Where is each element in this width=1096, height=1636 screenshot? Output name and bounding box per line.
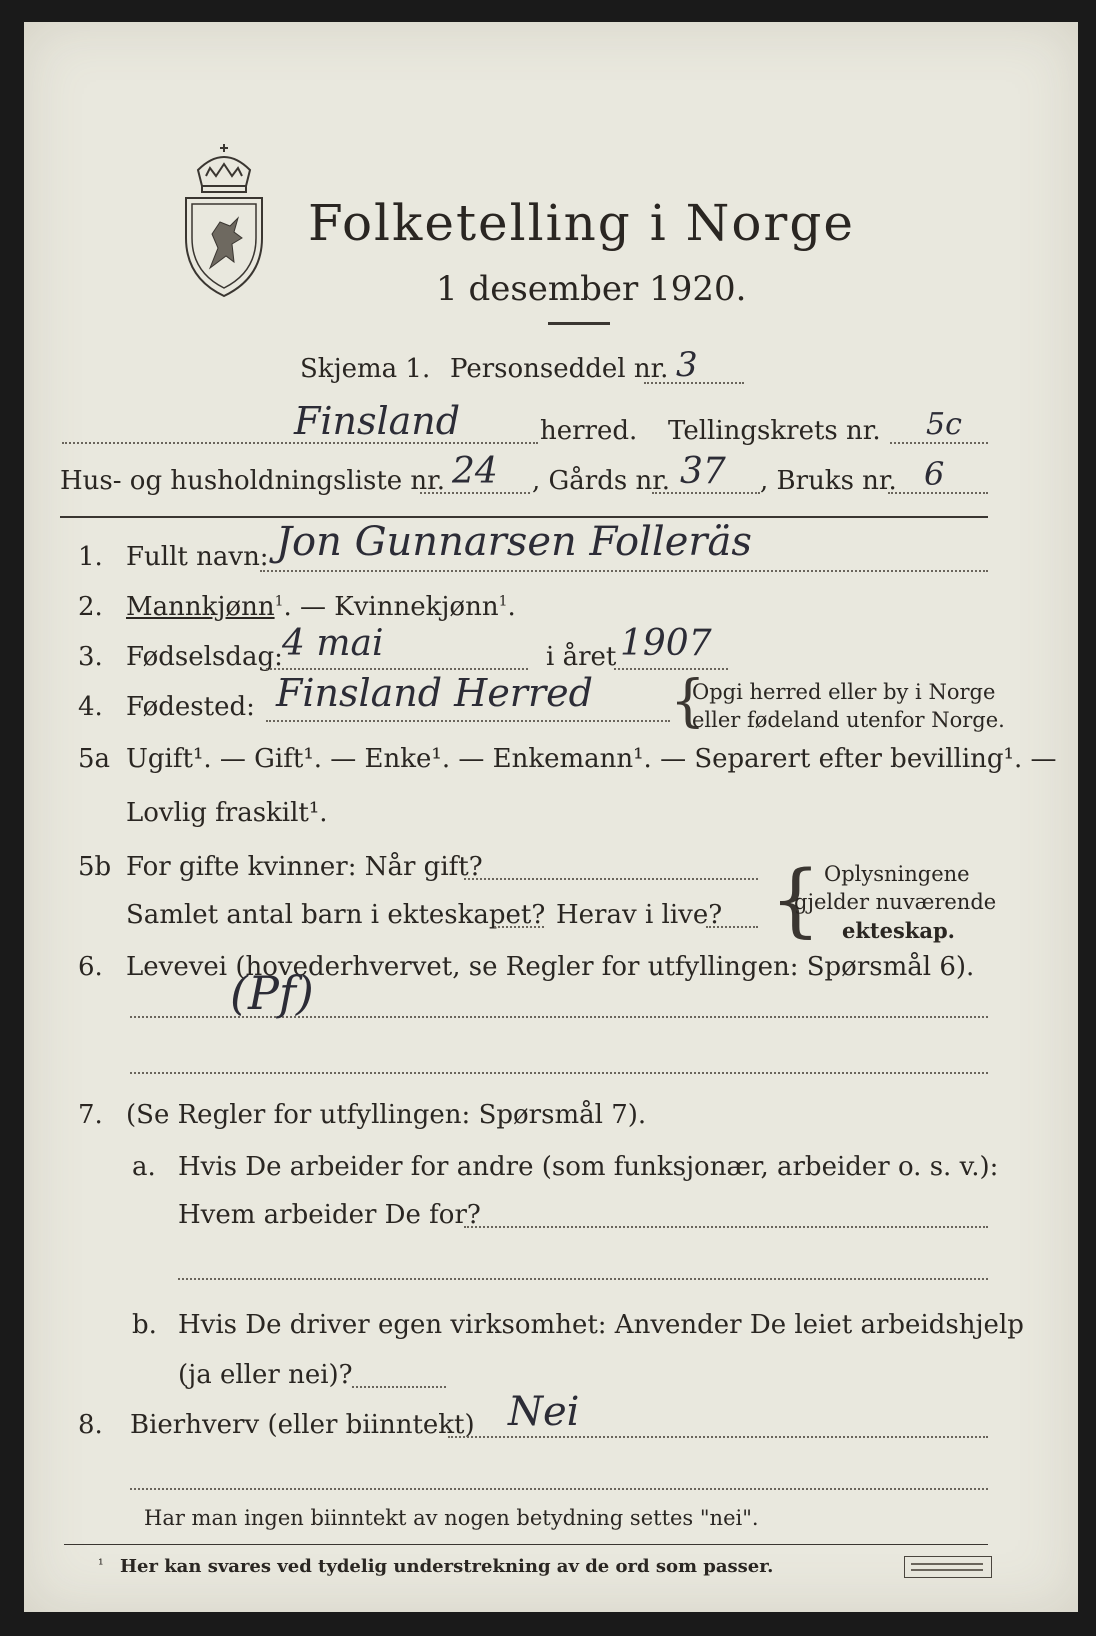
q7a-line-1: Hvis De arbeider for andre (som funksjonær, arbeider o. s. v.): bbox=[178, 1152, 999, 1182]
q3-number: 3. bbox=[78, 642, 103, 672]
q7b-line-2: (ja eller nei)? bbox=[178, 1360, 353, 1390]
tellingskrets-line bbox=[890, 442, 988, 444]
q1-number: 1. bbox=[78, 542, 103, 572]
birthplace-line bbox=[266, 720, 670, 722]
q4-number: 4. bbox=[78, 692, 103, 722]
q8-number: 8. bbox=[78, 1410, 103, 1440]
census-date: 1 desember 1920. bbox=[436, 269, 747, 309]
gards-label: , Gårds nr. bbox=[532, 466, 671, 496]
q7-label: (Se Regler for utfyllingen: Spørsmål 7). bbox=[126, 1100, 647, 1130]
side-income-value[interactable]: Nei bbox=[508, 1389, 580, 1435]
birthplace-value[interactable]: Finsland Herred bbox=[276, 671, 593, 715]
year-label: i året bbox=[546, 642, 617, 672]
q2-number: 2. bbox=[78, 592, 103, 622]
full-name-value[interactable]: Jon Gunnarsen Folleräs bbox=[276, 519, 752, 565]
birth-year-value[interactable]: 1907 bbox=[620, 623, 712, 664]
birthplace-note-1: Opgi herred eller by i Norge bbox=[692, 680, 996, 704]
q1-label: Fullt navn: bbox=[126, 542, 269, 572]
birthday-line bbox=[266, 668, 528, 670]
personseddel-label: Personseddel nr. bbox=[450, 354, 669, 384]
hus-label: Hus- og husholdningsliste nr. bbox=[60, 466, 446, 496]
alive-line bbox=[706, 926, 758, 928]
q3-label: Fødselsdag: bbox=[126, 642, 283, 672]
q5a-number: 5a bbox=[78, 744, 111, 774]
side-income-line bbox=[448, 1436, 988, 1438]
hus-value[interactable]: 24 bbox=[452, 451, 498, 492]
employer-line-2 bbox=[178, 1278, 988, 1280]
herred-value[interactable]: Finsland bbox=[294, 399, 461, 443]
printer-stamp bbox=[904, 1556, 992, 1578]
alive-label: Herav i live? bbox=[556, 900, 723, 930]
q5b-label: For gifte kvinner: Når gift? bbox=[126, 852, 483, 882]
birthday-value[interactable]: 4 mai bbox=[282, 623, 384, 664]
employer-line-1 bbox=[464, 1226, 988, 1228]
children-line bbox=[494, 926, 544, 928]
bruks-label: , Bruks nr. bbox=[760, 466, 897, 496]
marital-status-options-2[interactable]: Lovlig fraskilt¹. bbox=[126, 798, 328, 828]
marriage-note-2: gjelder nuværende bbox=[794, 890, 997, 914]
birthplace-note-2: eller fødeland utenfor Norge. bbox=[692, 708, 1005, 732]
q7a-number: a. bbox=[132, 1152, 156, 1182]
gender-male-option[interactable]: Mannkjønn bbox=[126, 592, 275, 622]
q7-number: 7. bbox=[78, 1100, 103, 1130]
skjema-label: Skjema 1. bbox=[300, 354, 431, 384]
q4-label: Fødested: bbox=[126, 692, 255, 722]
footnote-text: Her kan svares ved tydelig understrekning av de ord som passer. bbox=[120, 1556, 774, 1577]
form-title: Folketelling i Norge bbox=[308, 194, 855, 252]
brace: { bbox=[670, 669, 706, 734]
q7b-number: b. bbox=[132, 1310, 157, 1340]
q5b-number: 5b bbox=[78, 852, 112, 882]
hus-line bbox=[420, 492, 530, 494]
marriage-note-1: Oplysningene bbox=[824, 862, 970, 886]
tellingskrets-label: Tellingskrets nr. bbox=[668, 416, 881, 446]
tellingskrets-value[interactable]: 5c bbox=[926, 407, 962, 442]
q1-line bbox=[260, 570, 988, 572]
q6-number: 6. bbox=[78, 952, 103, 982]
brace: { bbox=[770, 853, 821, 946]
q6-label: Levevei (hovederhvervet, se Regler for utfyllingen: Spørsmål 6). bbox=[126, 952, 975, 982]
gender-options bbox=[126, 594, 516, 620]
marriage-note-3: ekteskap. bbox=[842, 918, 955, 943]
herred-label: herred. bbox=[540, 416, 638, 446]
footnote-marker: 1 bbox=[274, 593, 284, 610]
married-when-line bbox=[464, 878, 758, 880]
personseddel-value[interactable]: 3 bbox=[676, 345, 698, 385]
coat-of-arms-icon bbox=[176, 140, 272, 300]
occupation-value[interactable]: (Pf) bbox=[230, 966, 314, 1020]
gards-line bbox=[652, 492, 760, 494]
q7a-line-2: Hvem arbeider De for? bbox=[178, 1200, 481, 1230]
footnote-divider bbox=[64, 1544, 988, 1545]
gards-value[interactable]: 37 bbox=[680, 451, 726, 492]
footnote-marker: 1 bbox=[498, 593, 508, 610]
footnote-ref: ¹ bbox=[98, 1557, 104, 1573]
children-label: Samlet antal barn i ekteskapet? bbox=[126, 900, 546, 930]
gender-end: . bbox=[507, 592, 516, 622]
hired-help-line bbox=[352, 1386, 446, 1388]
bruks-value[interactable]: 6 bbox=[924, 455, 945, 493]
header-divider bbox=[60, 516, 988, 518]
occupation-line-2 bbox=[130, 1072, 988, 1074]
side-income-line-2 bbox=[130, 1488, 988, 1490]
marital-status-options[interactable]: Ugift¹. — Gift¹. — Enke¹. — Enkemann¹. — Separert efter bevilling¹. — bbox=[126, 744, 1057, 774]
census-form-page bbox=[24, 22, 1078, 1612]
gender-female-option[interactable]: . — Kvinnekjønn bbox=[283, 592, 499, 622]
q7b-line-1: Hvis De driver egen virksomhet: Anvender De leiet arbeidshjelp bbox=[178, 1310, 1024, 1340]
q8-label: Bierhverv (eller biinntekt) bbox=[130, 1410, 475, 1440]
footnote-main: Har man ingen biinntekt av nogen betydning settes "nei". bbox=[144, 1506, 759, 1530]
title-divider bbox=[548, 322, 610, 325]
